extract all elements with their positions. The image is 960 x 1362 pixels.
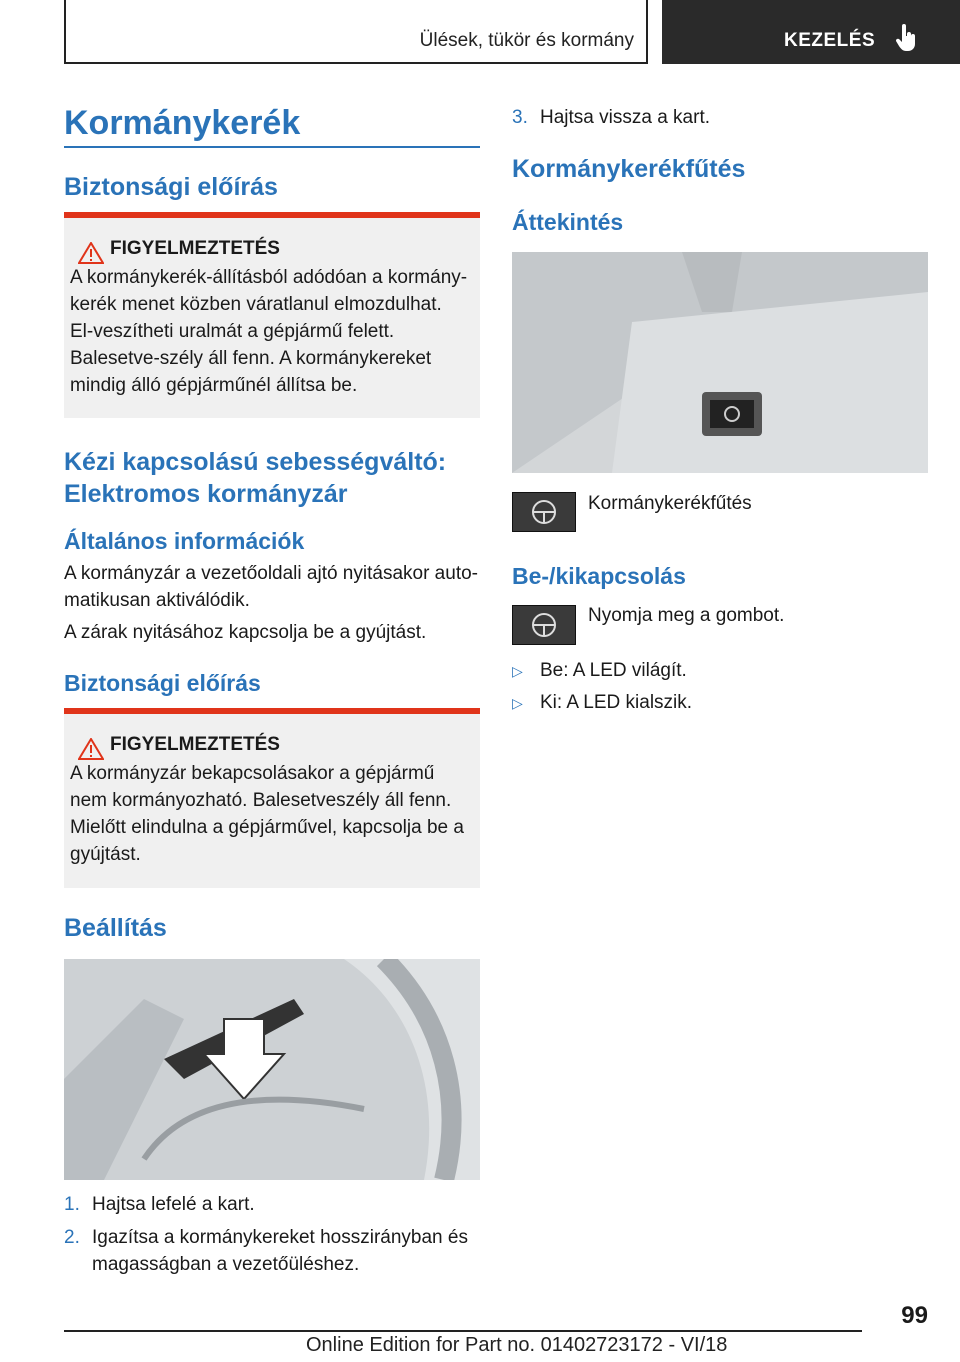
heating-heading: Kormánykerékfűtés	[512, 155, 746, 183]
step-2-text: Igazítsa a kormánykereket hosszirányban és magasságban a vezetőüléshez.	[92, 1227, 468, 1275]
adjust-heading: Beállítás	[64, 914, 167, 942]
safety-heading-1: Biztonsági előírás	[64, 173, 278, 201]
bullet-on	[512, 657, 928, 685]
step-3	[512, 104, 928, 131]
page-number: 99	[901, 1302, 928, 1329]
warning-triangle-icon	[78, 738, 104, 760]
page-title: Kormánykerék	[64, 104, 301, 142]
overview-heading: Áttekintés	[512, 209, 624, 235]
bullet-off	[512, 689, 928, 717]
bullet-on-text: Be: A LED világít.	[540, 660, 687, 681]
triangle-bullet-icon: ▷	[512, 663, 523, 679]
icon-caption: Kormánykerékfűtés	[588, 493, 752, 514]
safety-heading-2: Biztonsági előírás	[64, 670, 261, 696]
warning-triangle-icon	[78, 242, 104, 264]
onoff-heading: Be-/kikapcsolás	[512, 563, 686, 589]
warning-title-1: FIGYELMEZTETÉS	[110, 238, 280, 259]
warning-title-2: FIGYELMEZTETÉS	[110, 734, 280, 755]
step-3-number: 3.	[512, 107, 528, 128]
warning-box-2	[64, 708, 480, 888]
header-section-box	[64, 0, 648, 64]
header-tab	[662, 0, 960, 64]
step-2	[64, 1224, 480, 1278]
step-1-number: 1.	[64, 1194, 80, 1215]
header-section-title: Ülések, tükör és kormány	[419, 30, 634, 51]
step-2-number: 2.	[64, 1227, 80, 1248]
title-rule	[64, 146, 480, 148]
steering-heat-button-icon	[512, 492, 576, 532]
bullet-off-text: Ki: A LED kialszik.	[540, 692, 693, 713]
hand-pointer-icon	[896, 24, 918, 52]
manual-lock-heading: Kézi kapcsolású sebességváltó: Elektromos kormányzár	[64, 448, 447, 508]
step-1-text: Hajtsa lefelé a kart.	[92, 1194, 255, 1215]
general-info-text-2: A zárak nyitásához kapcsolja be a gyújtást.	[64, 622, 427, 643]
footer-edition: Online Edition for Part no. 01402723172 - VI/18	[306, 1334, 728, 1356]
steering-lever-photo	[64, 959, 480, 1180]
step-3-text: Hajtsa vissza a kart.	[540, 107, 710, 128]
heating-button-photo	[512, 252, 928, 473]
warning-box-1	[64, 212, 480, 418]
onoff-text: Nyomja meg a gombot.	[588, 605, 785, 626]
header-tab-label: KEZELÉS	[784, 30, 876, 51]
warning-body-1: A kormánykerék-állításból adódóan a kormány-kerék menet közben váratlanul elmozdulhat. El-veszítheti uralmát a gépjármű felett. Balesetve-szély áll fenn. A kormánykereket mindig álló gépjárműnél állítsa be.	[70, 267, 468, 396]
steering-heat-button-icon-2	[512, 605, 576, 645]
triangle-bullet-icon: ▷	[512, 695, 523, 711]
warning-body-2: A kormányzár bekapcsolásakor a gépjármű nem kormányozható. Balesetveszély áll fenn. Mielőtt elindulna a gépjárművel, kapcsolja be a gyújtást.	[70, 763, 464, 865]
general-info-heading: Általános információk	[64, 528, 305, 554]
general-info-text-1: A kormányzár a vezetőoldali ajtó nyitásakor auto-matikusan aktiválódik.	[64, 563, 478, 611]
step-1	[64, 1191, 480, 1218]
footer-rule	[64, 1330, 862, 1332]
